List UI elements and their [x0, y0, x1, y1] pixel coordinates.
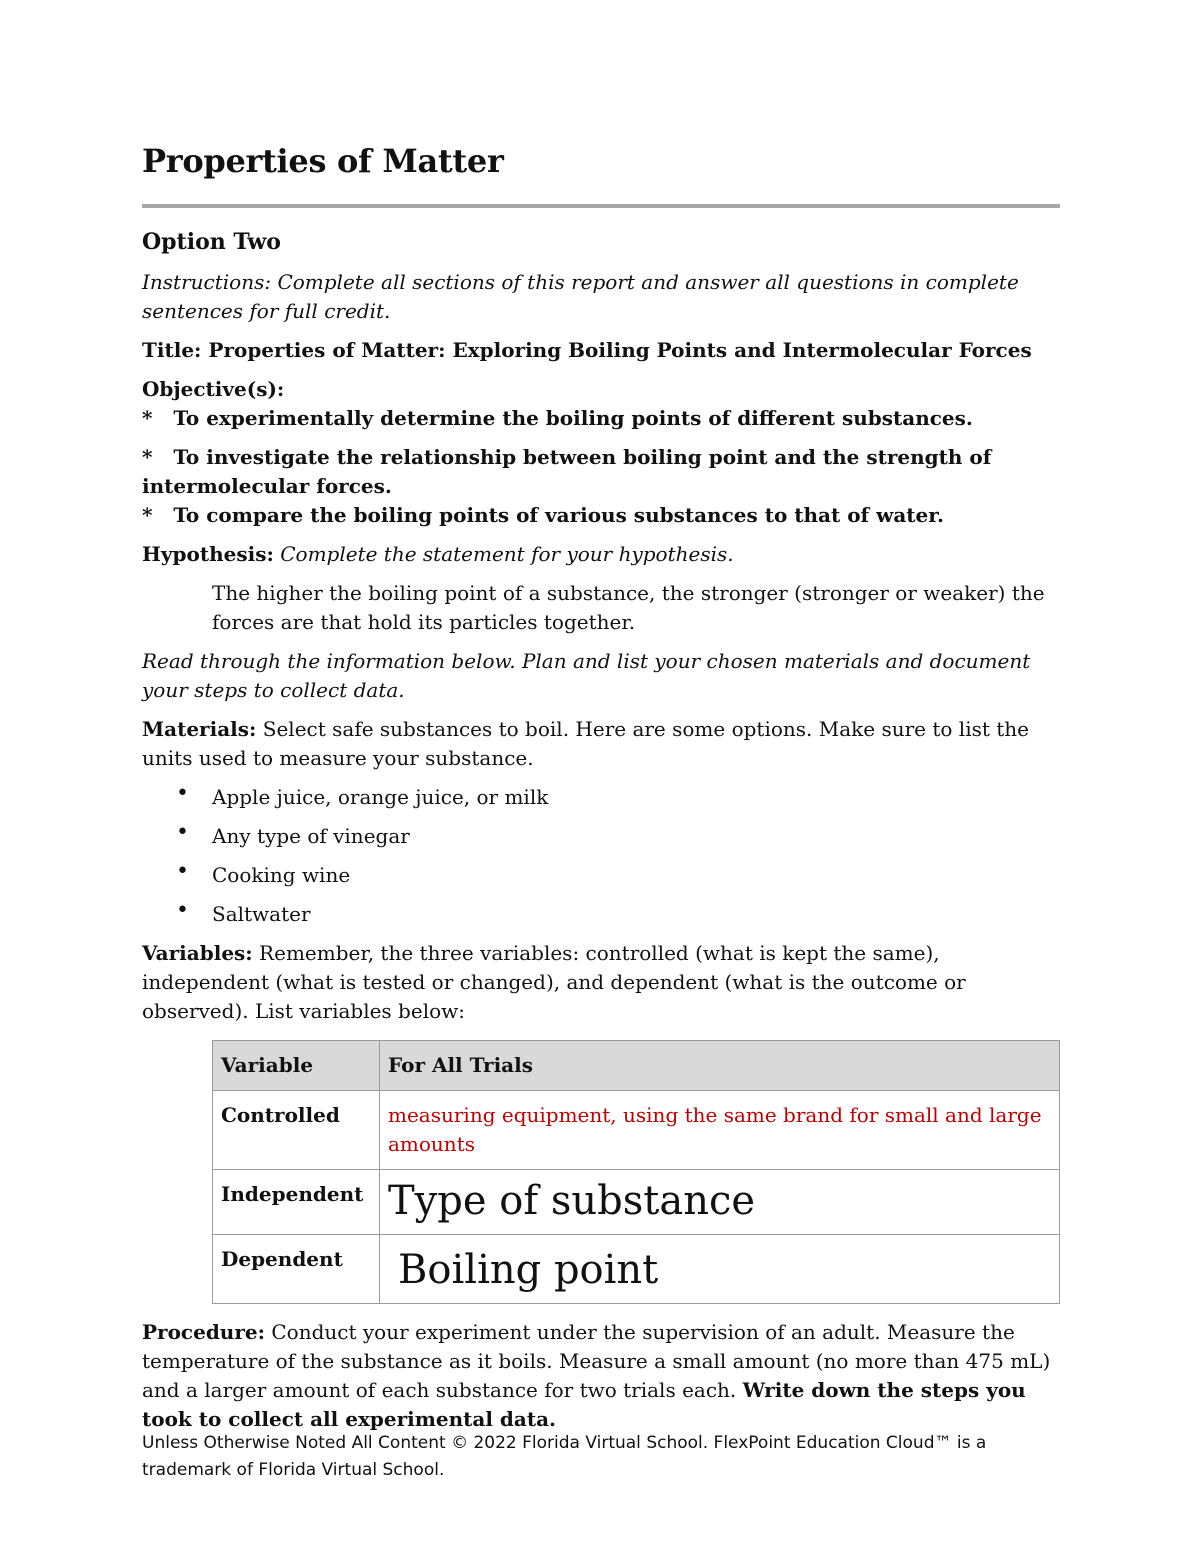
list-item [142, 822, 1060, 851]
copyright-footer: Unless Otherwise Noted All Content © 2022 Florida Virtual School. FlexPoint Education Cloud™ is a trademark of Florida Virtual School. [142, 1433, 987, 1480]
column-header-variable: Variable [213, 1041, 380, 1091]
objective-1: * To experimentally determine the boiling points of different substances. [142, 406, 973, 430]
material-item-text: Cooking wine [212, 863, 351, 887]
plan-instructions: Read through the information below. Plan and list your chosen materials and document your steps to collect data. [142, 649, 1031, 702]
variables-line [142, 939, 1060, 1026]
title-divider [142, 204, 1060, 208]
bullet-icon: • [176, 781, 189, 806]
row-label-controlled: Controlled [213, 1091, 380, 1170]
bullet-icon: • [176, 820, 189, 845]
column-header-for-all-trials: For All Trials [380, 1041, 1060, 1091]
list-item [142, 783, 1060, 812]
report-title-line [142, 336, 1060, 365]
procedure-label: Procedure: [142, 1320, 265, 1344]
variables-label: Variables: [142, 941, 253, 965]
report-title-label: Title: [142, 338, 202, 362]
material-item-text: Any type of vinegar [212, 824, 410, 848]
dependent-value: Boiling point [398, 1247, 659, 1293]
objective-line-1 [142, 375, 1060, 433]
bullet-icon: • [176, 898, 189, 923]
independent-value-cell [380, 1170, 1060, 1235]
option-heading: Option Two [142, 229, 281, 255]
table-row [213, 1091, 1060, 1170]
material-item-text: Saltwater [212, 902, 311, 926]
objective-2: * To investigate the relationship between boiling point and the strength of intermolecular forces. [142, 445, 999, 498]
list-item [142, 900, 1060, 929]
bullet-icon: • [176, 859, 189, 884]
independent-value: Type of substance [388, 1178, 756, 1224]
objective-3: * To compare the boiling points of various substances to that of water. [142, 503, 944, 527]
procedure-bold-text: Write down the steps you took to collect all experimental data. [142, 1378, 1026, 1431]
dependent-value-cell [380, 1235, 1060, 1304]
hypothesis-line [142, 540, 1060, 569]
table-row [213, 1235, 1060, 1304]
materials-text: Select safe substances to boil. Here are some options. Make sure to list the units used to measure your substance. [142, 717, 1030, 770]
material-item-text: Apple juice, orange juice, or milk [212, 785, 549, 809]
materials-line [142, 715, 1060, 773]
hypothesis-statement: The higher the boiling point of a substance, the stronger (stronger or weaker) the forces are that hold its particles together. [212, 581, 1045, 634]
controlled-value: measuring equipment, using the same brand for small and large amounts [380, 1091, 1060, 1170]
document-body [142, 140, 1060, 1444]
materials-list [142, 783, 1060, 929]
instructions-text: Instructions: Complete all sections of this report and answer all questions in complete sentences for full credit. [142, 270, 1019, 323]
hypothesis-prompt: Complete the statement for your hypothesis. [280, 542, 734, 566]
row-label-dependent: Dependent [213, 1235, 380, 1304]
materials-label: Materials: [142, 717, 257, 741]
procedure-paragraph [142, 1318, 1060, 1434]
hypothesis-label: Hypothesis: [142, 542, 274, 566]
table-row [213, 1170, 1060, 1235]
variables-table [212, 1040, 1060, 1304]
page-title: Properties of Matter [142, 142, 504, 180]
report-title-text: Properties of Matter: Exploring Boiling Points and Intermolecular Forces [208, 338, 1032, 362]
row-label-independent: Independent [213, 1170, 380, 1235]
table-header-row [213, 1041, 1060, 1091]
list-item [142, 861, 1060, 890]
variables-text: Remember, the three variables: controlled (what is kept the same), independent (what is tested or changed), and dependent (what is the outcome or observed). List variables below: [142, 941, 966, 1023]
objectives-label: Objective(s): [142, 377, 285, 401]
procedure-text: Conduct your experiment under the supervision of an adult. Measure the temperature of the substance as it boils. Measure a small amount (no more than 475 mL) and a larger amount of each substance for two trials each. [142, 1320, 1051, 1402]
